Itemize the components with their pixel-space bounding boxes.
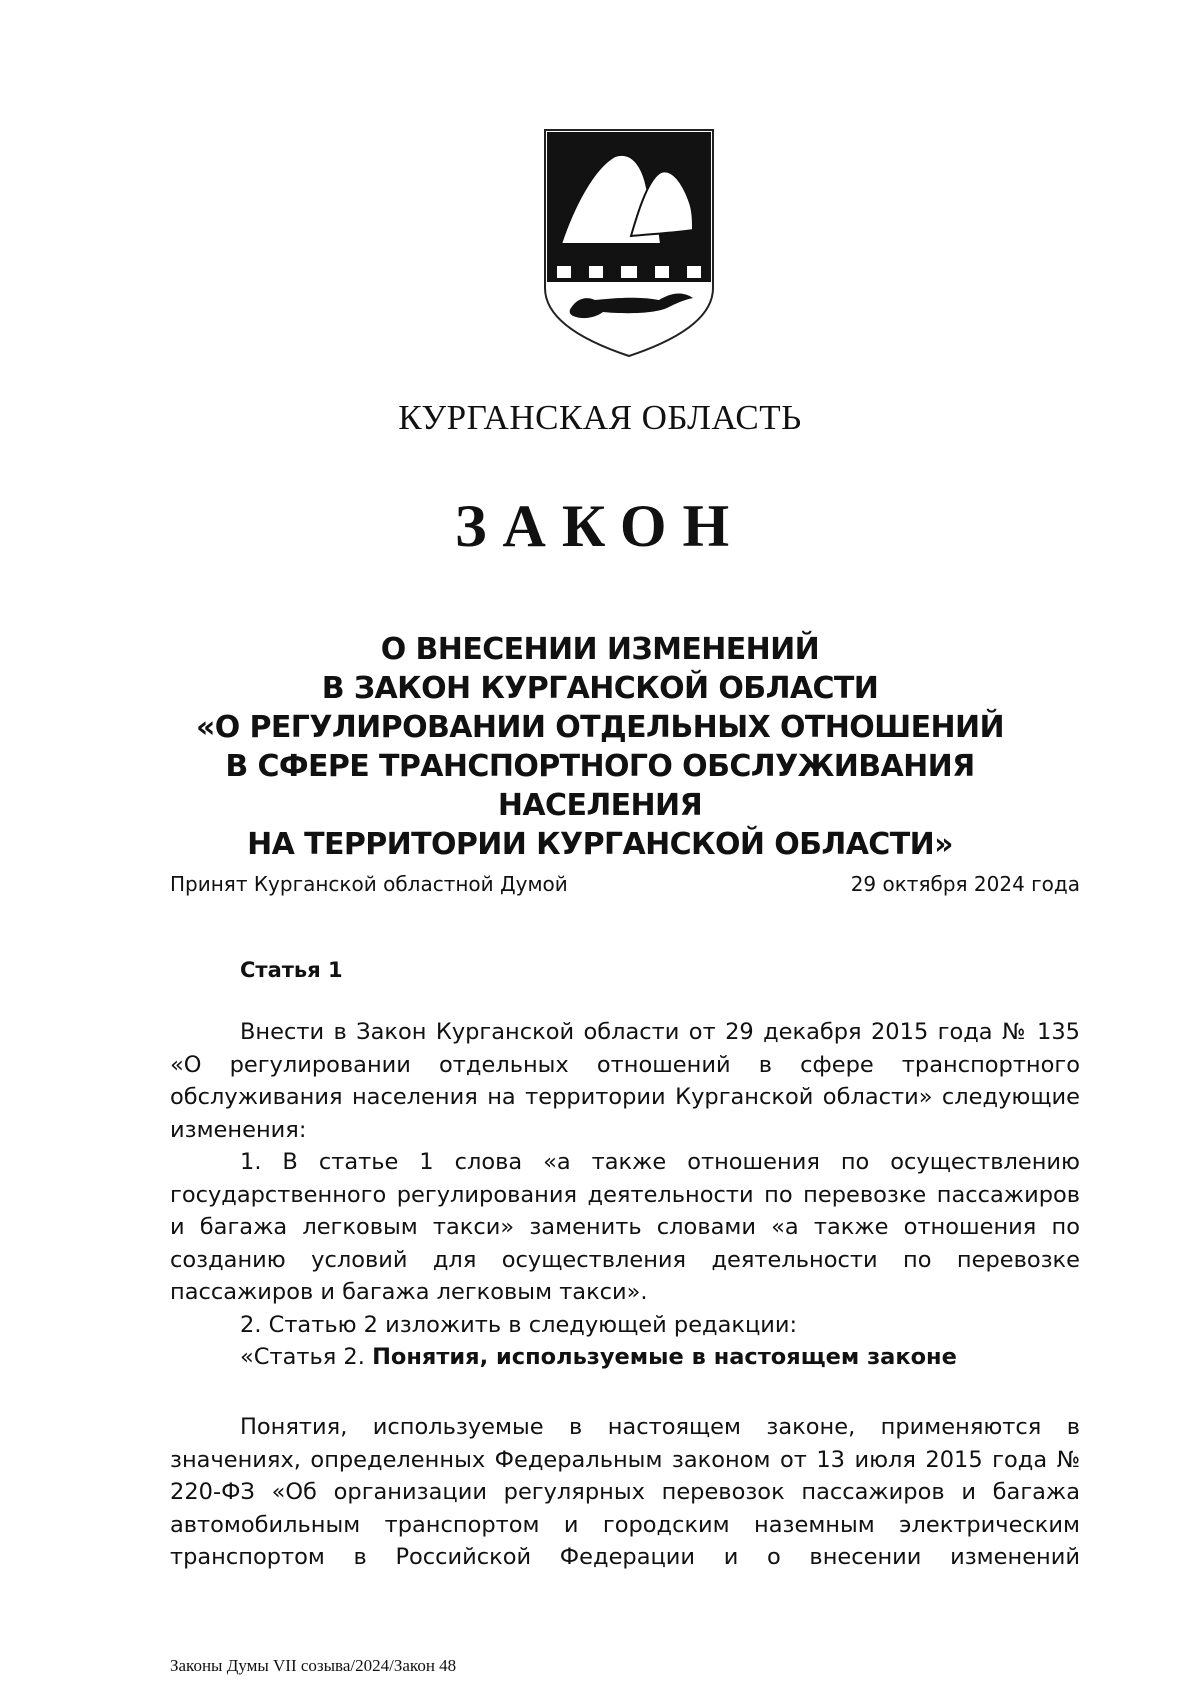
law-title (120, 630, 1080, 864)
coat-of-arms-icon (543, 128, 715, 358)
amendment-item-2: 2. Статью 2 изложить в следующей редакции: (240, 1311, 798, 1338)
adopted-by: Принят Курганской областной Думой (170, 872, 568, 896)
amendment-item-1: 1. В статье 1 слова «а также отношения по осуществлению государственного регулирования деятельности по перевозке пассажиров и багажа легковым такси» заменить словами «а также отношения по созданию условий для осуществления деятельности по перевозке пассажиров и багажа легковым такси». (170, 1149, 1080, 1305)
adoption-date: 29 октября 2024 года (850, 872, 1080, 896)
article-body (170, 1016, 1080, 1374)
region-name: КУРГАНСКАЯ ОБЛАСТЬ (398, 398, 802, 437)
article-heading: Статья 1 (240, 958, 343, 982)
quoted-article-title: Понятия, используемые в настоящем законе (372, 1344, 957, 1370)
article-intro: Внести в Закон Курганской области от 29 декабря 2015 года № 135 «О регулировании отдельных отношений в сфере транспортного обслуживания населения на территории Курганской области» следующие изменения: (170, 1019, 1080, 1143)
title-line: О ВНЕСЕНИИ ИЗМЕНЕНИЙ (380, 632, 820, 667)
footer-reference: Законы Думы VII созыва/2024/Закон 48 (170, 1656, 457, 1675)
quoted-article-heading (170, 1341, 1080, 1374)
title-line: В СФЕРЕ ТРАНСПОРТНОГО ОБСЛУЖИВАНИЯ НАСЕЛЕНИЯ (225, 749, 975, 823)
title-line: НА ТЕРРИТОРИИ КУРГАНСКОЙ ОБЛАСТИ» (247, 827, 953, 862)
title-line: «О РЕГУЛИРОВАНИИ ОТДЕЛЬНЫХ ОТНОШЕНИЙ (196, 710, 1004, 745)
quoted-article-prefix: «Статья 2. (240, 1344, 365, 1370)
definitions-body (170, 1411, 1080, 1574)
title-line: В ЗАКОН КУРГАНСКОЙ ОБЛАСТИ (321, 671, 879, 706)
definitions-paragraph: Понятия, используемые в настоящем законе, применяются в значениях, определенных Федеральным законом от 13 июля 2015 года № 220-ФЗ «Об организации регулярных перевозок пассажиров и багажа автомобильным транспортом и городским наземным электрическим транспортом в Российской Федерации и о внесении изменений (170, 1414, 1080, 1570)
document-type: ЗАКОН (454, 493, 746, 559)
